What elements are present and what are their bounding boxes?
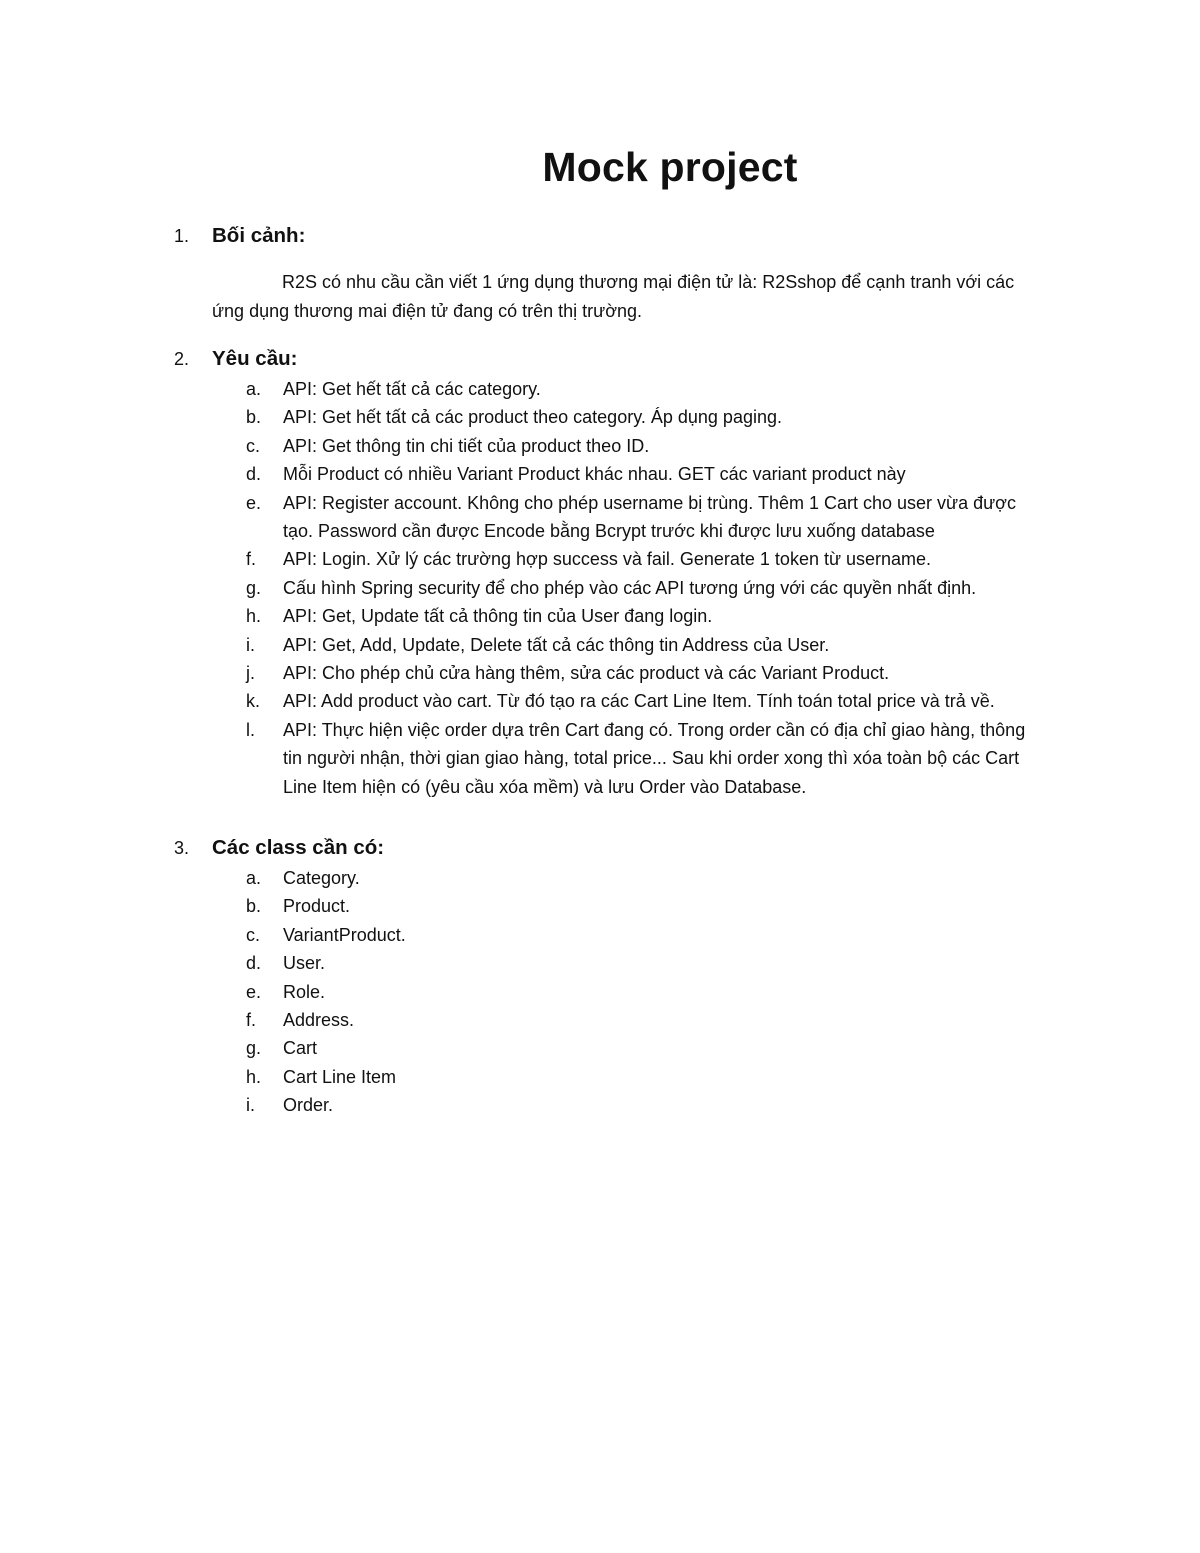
list-item: [0, 716, 1200, 801]
list-item: [0, 489, 1200, 546]
list-item: [0, 602, 1200, 630]
list-item: [0, 892, 1200, 920]
list-item-text: API: Register account. Không cho phép username bị trùng. Thêm 1 Cart cho user vừa được tạo. Password cần được Encode bằng Bcrypt trước khi được lưu xuống database: [283, 492, 1016, 542]
list-item-text: API: Thực hiện việc order dựa trên Cart đang có. Trong order cần có địa chỉ giao hàng, thông tin người nhận, thời gian giao hàng, total price... Sau khi order xong thì xóa toàn bộ các Cart Line Item hiện có (yêu cầu xóa mềm) và lưu Order vào Database.: [283, 719, 1026, 797]
section-heading: [0, 832, 1200, 864]
section-number: 3.: [174, 838, 190, 858]
list-item: [0, 687, 1200, 715]
list-item: [0, 1006, 1200, 1034]
list-item: [0, 574, 1200, 602]
list-item-text: Role.: [283, 981, 326, 1002]
section-number: 2.: [174, 349, 190, 369]
section-heading: [0, 220, 1200, 252]
list-item-letter: l.: [246, 719, 255, 740]
section-title: Các class cần có:: [212, 836, 385, 859]
list-item-letter: c.: [246, 924, 261, 945]
section-heading: [0, 343, 1200, 375]
list-item: [0, 631, 1200, 659]
list-item-text: API: Login. Xử lý các trường hợp success và fail. Generate 1 token từ username.: [283, 549, 932, 570]
section-number: 1.: [174, 226, 190, 246]
list-item-letter: f.: [246, 1010, 257, 1031]
document-title: Mock project: [542, 144, 798, 190]
list-item-letter: g.: [246, 1038, 262, 1059]
list-item: [0, 949, 1200, 977]
list-item-letter: e.: [246, 492, 262, 513]
list-item: [0, 864, 1200, 892]
list-item-text: Order.: [283, 1095, 334, 1116]
list-item-text: Cart Line Item: [283, 1066, 397, 1087]
list-item-letter: h.: [246, 606, 262, 627]
list-item-letter: b.: [246, 896, 262, 917]
list-item-text: API: Add product vào cart. Từ đó tạo ra các Cart Line Item. Tính toán total price và trả về.: [283, 691, 995, 712]
section-requirements: [0, 343, 1200, 801]
list-item-text: Cấu hình Spring security để cho phép vào các API tương ứng với các quyền nhất định.: [283, 577, 977, 598]
list-item-letter: j.: [246, 663, 255, 684]
list-item: [0, 1091, 1200, 1119]
list-item-text: API: Get, Add, Update, Delete tất cả các thông tin Address của User.: [283, 634, 830, 655]
list-item-text: API: Get, Update tất cả thông tin của User đang login.: [283, 606, 713, 627]
list-item-letter: b.: [246, 407, 262, 428]
list-item: [0, 460, 1200, 488]
list-item-text: API: Get thông tin chi tiết của product theo ID.: [283, 435, 650, 456]
list-item-letter: d.: [246, 953, 262, 974]
list-item: [0, 1034, 1200, 1062]
classes-list: [0, 864, 1200, 1120]
list-item-letter: h.: [246, 1066, 262, 1087]
list-item-text: User.: [283, 953, 326, 974]
list-item-text: Cart: [283, 1038, 318, 1059]
list-item-letter: f.: [246, 549, 257, 570]
list-item: [0, 545, 1200, 573]
list-item-text: Product.: [283, 896, 351, 917]
list-item: [0, 978, 1200, 1006]
list-item: [0, 659, 1200, 687]
section-context: [0, 220, 1200, 252]
list-item-letter: c.: [246, 435, 261, 456]
section-title: Yêu cầu:: [212, 347, 298, 370]
list-item-text: Address.: [283, 1010, 355, 1031]
list-item: [0, 921, 1200, 949]
list-item-letter: d.: [246, 464, 262, 485]
list-item-text: VariantProduct.: [283, 924, 406, 945]
list-item-letter: g.: [246, 577, 262, 598]
list-item-text: API: Get hết tất cả các product theo category. Áp dụng paging.: [283, 407, 782, 428]
list-item: [0, 403, 1200, 431]
context-paragraph: R2S có nhu cầu cần viết 1 ứng dụng thương mại điện tử là: R2Sshop để cạnh tranh với các ứng dụng thương mai điện tử đang có trên thị trường.: [212, 272, 1015, 321]
list-item-text: API: Get hết tất cả các category.: [283, 379, 541, 399]
list-item-text: Mỗi Product có nhiều Variant Product khác nhau. GET các variant product này: [283, 464, 906, 485]
section-classes: [0, 832, 1200, 1120]
section-title: Bối cảnh:: [212, 224, 306, 247]
list-item-text: API: Cho phép chủ cửa hàng thêm, sửa các product và các Variant Product.: [283, 663, 890, 684]
list-item-text: Category.: [283, 868, 360, 888]
list-item-letter: k.: [246, 691, 261, 712]
list-item: [0, 1063, 1200, 1091]
list-item-letter: a.: [246, 379, 262, 399]
list-item-letter: i.: [246, 634, 255, 655]
list-item: [0, 432, 1200, 460]
list-item-letter: e.: [246, 981, 262, 1002]
list-item-letter: i.: [246, 1095, 255, 1116]
list-item: [0, 375, 1200, 403]
requirements-list: [0, 375, 1200, 801]
list-item-letter: a.: [246, 868, 262, 888]
